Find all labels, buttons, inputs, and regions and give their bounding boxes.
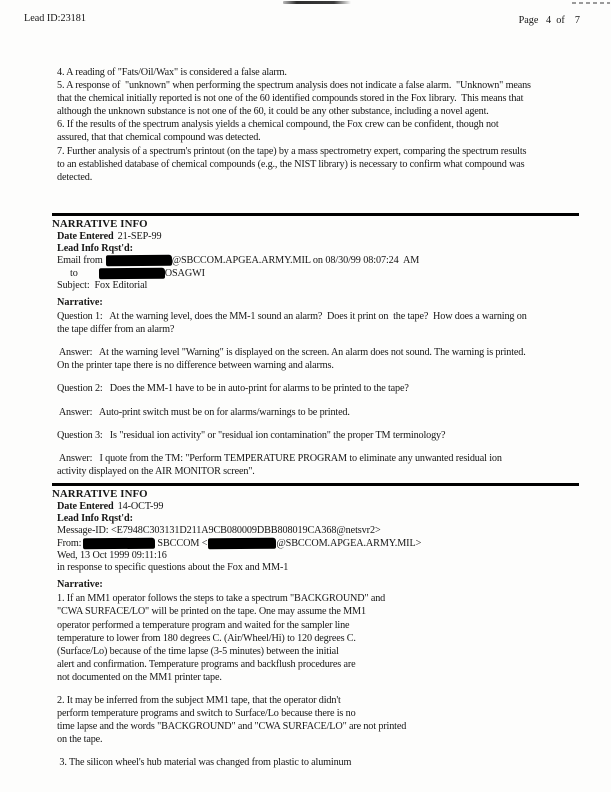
- date-entered-label: Date Entered: [57, 501, 114, 512]
- narrative-label: Narrative:: [57, 297, 103, 309]
- date-entered-line: [57, 501, 579, 513]
- answer-line: Answer: At the warning level "Warning" is displayed on the screen. An alarm does not sound. The warning is printed.: [57, 347, 526, 359]
- section-meta: [52, 231, 579, 292]
- narrative-section-2: [52, 483, 579, 779]
- subject-line: Subject: Fox Editorial: [57, 279, 148, 291]
- date-entered-line: [57, 231, 579, 243]
- question-line: the tape differ from an alarm?: [57, 324, 175, 336]
- intro-line: 4. A reading of "Fats/Oil/Wax" is considered a false alarm.: [57, 67, 287, 78]
- email-to-label: to: [70, 267, 78, 279]
- narrative-body: [52, 592, 579, 769]
- narrative-line: (Surface/Lo) because of the time lapse (3-5 minutes) between the initial: [57, 645, 339, 657]
- answer-line: Answer: Auto-print switch must be on for alarms/warnings to be printed.: [57, 406, 350, 418]
- page-number: Page 4 of 7: [518, 15, 580, 26]
- narrative-line: temperature to lower from 180 degrees C. (Air/Wheel/Hi) to 120 degrees C.: [57, 632, 356, 644]
- from-suffix: @SBCCOM.APGEA.ARMY.MIL>: [276, 537, 422, 549]
- narrative-section-1: [52, 213, 579, 488]
- question-line: Question 2: Does the MM-1 have to be in auto-print for alarms to be printed to the tape?: [57, 383, 409, 395]
- section-title: NARRATIVE INFO: [52, 218, 148, 230]
- email-from-label: Email from: [57, 255, 103, 267]
- email-from-suffix: @SBCCOM.APGEA.ARMY.MIL on 08/30/99 08:07:24 AM: [171, 255, 420, 267]
- lead-id: Lead ID:23181: [24, 13, 86, 24]
- question-line: Question 3: Is "residual ion activity" or "residual ion contamination" the proper TM terminology?: [57, 429, 446, 441]
- redaction-box: [106, 255, 172, 266]
- narrative-paragraph-3: [57, 756, 579, 769]
- question-line: Question 1: At the warning level, does the MM-1 sound an alarm? Does it print on the tape? How does a warning on: [57, 311, 527, 323]
- intro-line: that the chemical initially reported is not one of the 60 identified compounds stored in the Fox library. This means that: [57, 93, 524, 105]
- narrative-line: on the tape.: [57, 734, 103, 746]
- intro-line: 7. Further analysis of a spectrum's printout (on the tape) by a mass spectrometry expert, comparing the spectrum results: [57, 145, 527, 157]
- question-3: [57, 429, 579, 442]
- scan-artifact-line: [283, 1, 351, 4]
- message-id-line: Message-ID: <E7948C303131D211A9CB080009DBB808019CA368@netsvr2>: [57, 525, 381, 537]
- narrative-line: "CWA SURFACE/LO" will be printed on the tape. One may assume the MM1: [57, 606, 366, 618]
- answer-2: [57, 406, 579, 419]
- narrative-paragraph-1: [57, 592, 579, 684]
- qa-body: [52, 310, 579, 478]
- lead-info-label: Lead Info Rqst'd:: [57, 243, 133, 255]
- from-middle: SBCCOM <: [157, 537, 208, 549]
- narrative-line: 2. It may be inferred from the subject MM1 tape, that the operator didn't: [57, 694, 341, 706]
- redaction-box: [208, 537, 276, 548]
- answer-line: Answer: I quote from the TM: "Perform TEMPERATURE PROGRAM to eliminate any unwanted residual ion: [57, 452, 502, 464]
- narrative-line: perform temperature programs and switch to Surface/Lo because there is no: [57, 708, 356, 720]
- section-title: NARRATIVE INFO: [52, 488, 148, 500]
- question-1: [57, 310, 579, 336]
- intro-line: detected.: [57, 171, 93, 183]
- narrative-line: 3. The silicon wheel's hub material was changed from plastic to aluminum: [57, 757, 352, 769]
- narrative-line: alert and confirmation. Temperature programs and backflush procedures are: [57, 658, 356, 670]
- redaction-box: [83, 537, 155, 549]
- intro-line: assured, that that chemical compound was detected.: [57, 132, 261, 144]
- narrative-line: 1. If an MM1 operator follows the steps to take a spectrum "BACKGROUND" and: [57, 593, 386, 605]
- answer-3: [57, 452, 579, 478]
- narrative-label: Narrative:: [57, 579, 103, 591]
- lead-info-label: Lead Info Rqst'd:: [57, 513, 133, 525]
- email-to-suffix: OSAGWI: [164, 267, 205, 279]
- answer-line: activity displayed on the AIR MONITOR screen".: [57, 465, 255, 477]
- date-entered-label: Date Entered: [57, 231, 114, 242]
- email-from-line: [57, 255, 579, 267]
- intro-paragraph: [57, 66, 587, 184]
- narrative-line: operator performed a temperature program and waited for the sampler line: [57, 619, 350, 631]
- intro-line: to an established database of chemical compounds (e.g., the NIST library) is necessary to confirm what compound was: [57, 158, 525, 170]
- answer-line: On the printer tape there is no difference between warning and alarms.: [57, 360, 334, 372]
- intro-line: 5. A response of "unknown" when performing the spectrum analysis does not indicate a false alarm. "Unknown" means: [57, 80, 531, 92]
- narrative-line: not documented on the MM1 printer tape.: [57, 671, 222, 683]
- date-line: Wed, 13 Oct 1999 09:11:16: [57, 549, 167, 561]
- narrative-paragraph-2: [57, 694, 579, 746]
- email-to-line: [57, 268, 579, 280]
- question-2: [57, 382, 579, 395]
- from-label: From:: [57, 537, 82, 549]
- intro-line: 6. If the results of the spectrum analysis yields a chemical compound, the Fox crew can be confident, though not: [57, 119, 499, 131]
- scan-artifact-dashes: [572, 2, 610, 4]
- date-entered-value: 14-OCT-99: [117, 501, 164, 512]
- section-meta: [52, 501, 579, 574]
- date-entered-value: 21-SEP-99: [117, 231, 162, 242]
- from-line: [57, 538, 579, 550]
- narrative-line: time lapse and the words "BACKGROUND" and "CWA SURFACE/LO" are not printed: [57, 721, 407, 733]
- redaction-box: [99, 267, 165, 278]
- response-line: in response to specific questions about the Fox and MM-1: [57, 562, 289, 574]
- intro-line: although the unknown substance is not one of the 60, it could be any other substance, including a novel agent.: [57, 106, 489, 118]
- answer-1: [57, 346, 579, 372]
